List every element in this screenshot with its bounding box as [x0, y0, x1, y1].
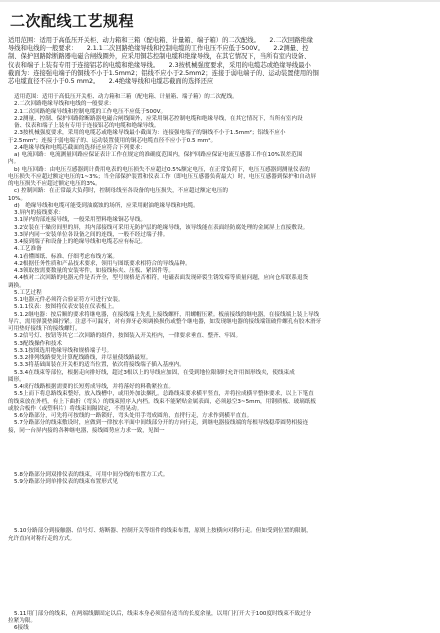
- top-border: [0, 0, 440, 2]
- body-line: 3.2安装在干燥房间里的屏，其内部接线可采用无防护层的绝缘导线，该导线能在表面经防腐处理的金属屏上直接敷设。: [14, 224, 309, 231]
- intro-line: 仪表和端子上装有专用于连接铝芯的电缆和绝缘导线。 2.3按机械强度要求，采用的电缆芯或绝缘导线最小: [8, 61, 311, 69]
- body-line: 4.1看懂图纸、标准、仔细考虑布线方案。: [14, 253, 118, 260]
- body-line: 拉紧为限。: [8, 618, 36, 625]
- body-line: 6接线: [14, 625, 29, 632]
- body-line: 接，同一台屏内接的各种继电器，接线圆势应力求一致，见图一: [8, 427, 165, 434]
- body-line: c) 控制回路：在正常最大负荷时，控制母线至各设备的电压损失，不应超过额定电压的: [14, 188, 229, 195]
- body-line: 4.2根据任务性质和产品技术要求，领用与图纸要求相符合的导线品种。: [14, 260, 191, 267]
- body-line: 4.3领取按需要数量的安装零件，如接线标夹、压板、紧固件等。: [14, 268, 174, 275]
- body-line: 5.11用门部分的线束，在两端线脚固定以后，线束本身必须留有适当的长度余量，以用门打开大于100度时线束不致过分: [14, 610, 312, 617]
- body-line: 适用范围：适用于高低压开关柜、动力箱和三箱（配电箱、计量箱、端子箱）的二次配线。: [14, 94, 238, 101]
- spacer: [8, 502, 432, 512]
- body-line: 调换。: [8, 282, 25, 289]
- body-line: 允许直向对称行走的方式。: [8, 535, 76, 542]
- body-line: 5.1.2继电器：按后顺的要求将继电器，在接线端上先扎上接线螺杆，用螺帽压紧。板前接线的继电器，在接线端上装上导线: [14, 311, 320, 318]
- body-line: 的线束放在外档，有上下曲折（弯头）的线束照序入内档。线束不能紧贴金属表面，必须悬空3~5mm，用钢质板、玻璃纸板: [8, 398, 316, 405]
- body-line: 3.4接到端子和设备上的绝缘导线和电缆芯应有标记。: [14, 239, 146, 246]
- body-line: 5.3配线操作和技术: [14, 340, 63, 347]
- body-line: 3.屏内的接线要求：: [14, 210, 65, 217]
- body-line: 5.9分路部分到单排仪表的线束布置形式见: [14, 479, 118, 486]
- document-body: [8, 94, 432, 633]
- body-line: 5.5上而下将总路线束整好，放入线槽中，或用外加法捆扎。总路线束要求横平竖直，并将拉成横平整体要求，以上下笔直: [14, 391, 314, 398]
- intro-line: 制、保护回路除断路器电磁合闸线圈外，应采用铜芯控制电缆和绝缘导线，在其它情况下，当所有室内设备、: [8, 53, 311, 61]
- body-line: 3.1屏内的部连接导线，一般采用塑料绝缘铜芯导线。: [14, 217, 146, 224]
- body-line: 导片，需用弹簧垫圈拧紧。注意不可漏牙，对有弹牙必须调换损伤或整个继电器，如发现继电器的接线端钮破件螺孔有胶木滑牙: [8, 318, 322, 325]
- intro-line: 适用范围：适用于高低压开关柜、动力箱和三箱（配电箱、计量箱、端子箱）的二次配线。 2.二次回路绝缘: [8, 37, 314, 44]
- body-line: 2.4绝缘导线和电缆芯截面的选择还应符合下列要求：: [14, 144, 146, 151]
- body-line: b) 电压回路：由电压互感器到计费用电表的电压损失不应超过0.5%额定电压，在正常负荷下，电压互感器到测量仪表的: [14, 166, 310, 173]
- body-line: 5.3.3将基础面装在开关柜的适当位置，依次将接线端子插入基座内。: [14, 362, 185, 369]
- body-line: 3.3屏内同一安装单位各设备之间的连线，一般不经过端子排。: [14, 231, 169, 238]
- body-line: 2.3按机械强度要求，采用的电缆芯或绝缘导线最小截面为：连接强电端子的铜线不小于1.5mm²；铝线不应小: [14, 130, 286, 137]
- body-line: 5.2信号灯、按钮等其它二次回路的组件，按图装入开关柜内，一律要求垂直、整齐、牢固。: [14, 333, 242, 340]
- body-line: d) 绝缘导线和电缆可能受到油腐蚀的场所，应采用耐油绝缘导线和电缆。: [14, 202, 199, 209]
- body-line: a) 电流回路：电流测量回路应保证表计工作在规定的准确度范围内，保护回路应保证电流互感器工作在10%误差范围: [14, 152, 303, 159]
- document-page: [8, 10, 432, 633]
- body-line: 5.工艺过程: [14, 289, 42, 296]
- intro-paragraph: [8, 37, 432, 86]
- spacer: [8, 585, 432, 595]
- body-line: 内。: [8, 159, 20, 166]
- body-line: 5.6分路部分，可先将可按线的一路锁好，弯头处用手弯成圆角，直捋行走，方求作到横平直直。: [14, 413, 253, 420]
- body-line: 2.1二次回路绝缘导线和控制电缆的工作电压不应低于500V。: [14, 108, 167, 115]
- body-line: 5.1.1仪表：按图将仪表安装在仪表板上。: [14, 304, 118, 311]
- body-line: 的电压损失不应超过额定电压的3%。: [8, 181, 101, 188]
- body-line: 5.10分路部分到接触器、信号灯、熔断器、控制开关等组件的线束布置，原则上按横向对称行走。但如受到位置的限制，: [14, 528, 312, 535]
- body-line: 2.二次回路绝缘导线和电线的一般要求：: [14, 101, 115, 108]
- body-line: 于2.5mm²；连接于弱电端子的、运动装置使用的铜芯电缆直径不应小于0.5 mm²。: [8, 137, 217, 144]
- body-line: 可用垫好接线下的接线螺钉。: [8, 326, 81, 333]
- body-line: 电压损失不应超过额定电压的1~3%；当全部保护装置和仪表工作（即电压互感器负荷最大）时，电压互感器到保护和自动屏: [8, 173, 316, 180]
- body-line: 5.8分路部分到双排仪表的线束，可用中间分线的布置方工式。: [14, 471, 169, 478]
- body-line: 5.7分路部分的线束敷设时，应做到一律按水平面中间线部分开的方向行走，到继电器接线端的每根导线稳带圆势相接连: [14, 420, 309, 427]
- body-line: 5.4成行线路根据需要的长短剪成导线，并将落好的料勒紧拉直。: [14, 384, 174, 391]
- intro-line: 芯电缆直径不应小于0.5 mm2。 2.4绝缘导线和电缆芯截面的选择还应: [8, 78, 214, 86]
- body-line: 2.2测量、控制、保护回路除断路器电磁合闸线圈外，应采用铜芯控制电缆和绝缘导线，在其它情况下，当所有室内设: [14, 115, 303, 122]
- body-line: 5.3.4在线束等部位，根据走向排好线，超过3根以上的导线应加固，在受到地位限制时允许用图形线夹，使线束成: [14, 369, 295, 376]
- body-line: 4.4核对二次回路的电器元件是否齐全，型号规格是否相符，电磁表面发现碎裂生锈发霉等质量问题，应向仓库联系退货: [14, 275, 309, 282]
- body-line: 5.3.2排列线路要先计算配线路线，并尽量使线路最短。: [14, 355, 152, 362]
- intro-line: 截面为：连接强电端子的铜线不小于1.5mm2；铝线不应小于2.5mm2；连接于弱电端子的、运动装置使用的铜: [8, 69, 319, 77]
- intro-line: 导线和电线的一般要求： 2.1.1二次回路绝缘导线和控制电缆的工作电压不应低于500V。 2.2测量、控: [8, 45, 309, 53]
- document-title: 二次配线工艺规程: [10, 12, 135, 30]
- spacer: [8, 451, 432, 456]
- body-line: 4.工艺准备: [14, 246, 42, 253]
- body-line: 5.3.1按图选用绝缘导线和规格端子号。: [14, 347, 113, 354]
- body-line: 5.1电器元件必须符合验证符方可进行安装。: [14, 297, 124, 304]
- spacer: [8, 559, 432, 569]
- body-line: 10%。: [8, 195, 27, 202]
- body-line: 或胶合板作（或塑料片）将线束间隔固定，不得晃动。: [8, 405, 143, 412]
- body-line: 圆形。: [8, 376, 25, 383]
- body-line: 备、仪表和端子上装有专用于连接铝芯的电缆和绝缘导线。: [14, 123, 160, 130]
